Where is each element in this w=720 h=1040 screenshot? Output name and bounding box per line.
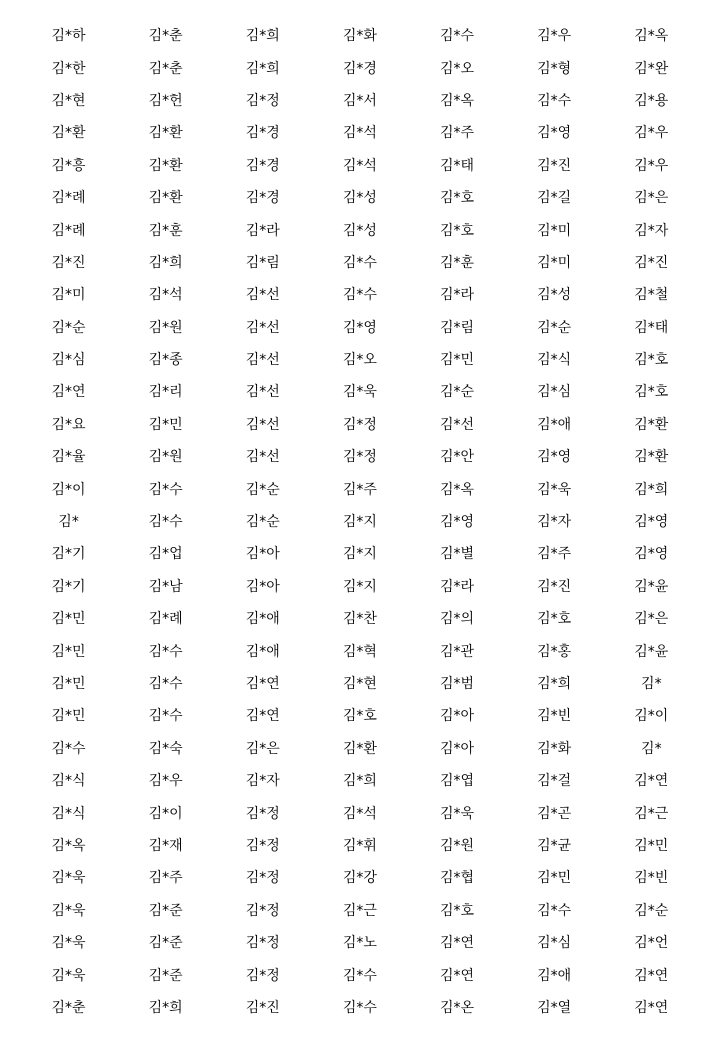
name-cell: 김*이 bbox=[148, 805, 183, 822]
name-cell: 김*경 bbox=[342, 60, 377, 77]
name-cell: 김*순 bbox=[245, 481, 280, 498]
name-cell: 김*석 bbox=[148, 287, 183, 304]
name-cell: 김*훈 bbox=[148, 222, 183, 239]
name-cell: 김*환 bbox=[148, 190, 183, 207]
name-cell: 김*호 bbox=[537, 611, 572, 628]
name-cell: 김*림 bbox=[440, 319, 475, 336]
name-cell: 김*리 bbox=[148, 384, 183, 401]
name-cell: 김*민 bbox=[537, 870, 572, 887]
name-cell: 김*희 bbox=[537, 676, 572, 692]
name-cell: 김*연 bbox=[245, 708, 280, 725]
name-cell: 김*환 bbox=[342, 740, 377, 757]
name-cell: 김*식 bbox=[537, 352, 572, 369]
name-cell: 김*우 bbox=[634, 125, 669, 142]
name-cell: 김*경 bbox=[245, 157, 280, 174]
name-cell: 김*근 bbox=[342, 902, 377, 919]
name-cell: 김*은 bbox=[634, 190, 669, 207]
name-cell: 김*원 bbox=[440, 837, 475, 854]
name-cell: 김*남 bbox=[148, 578, 183, 595]
name-cell: 김*주 bbox=[342, 481, 377, 498]
name-cell: 김*지 bbox=[342, 578, 377, 595]
name-cell: 김*민 bbox=[51, 611, 86, 628]
name-cell: 김*진 bbox=[537, 578, 572, 595]
name-cell: 김*호 bbox=[440, 190, 475, 207]
name-cell: 김*정 bbox=[245, 967, 280, 984]
name-cell: 김*경 bbox=[245, 125, 280, 142]
name-cell: 김*준 bbox=[148, 967, 183, 984]
name-cell: 김*수 bbox=[148, 481, 183, 498]
name-cell: 김*선 bbox=[245, 287, 280, 304]
name-cell: 김*형 bbox=[537, 60, 572, 77]
name-cell: 김*영 bbox=[342, 319, 377, 336]
name-cell: 김*석 bbox=[342, 125, 377, 142]
name-cell: 김*길 bbox=[537, 190, 572, 207]
name-cell: 김*심 bbox=[537, 935, 572, 952]
name-cell: 김*아 bbox=[245, 578, 280, 595]
name-cell: 김*옥 bbox=[51, 837, 86, 854]
name-cell: 김*정 bbox=[245, 902, 280, 919]
name-cell: 김*현 bbox=[342, 676, 377, 692]
name-cell: 김*자 bbox=[245, 773, 280, 790]
name-cell: 김*열 bbox=[537, 999, 572, 1016]
name-cell: 김*진 bbox=[537, 157, 572, 174]
name-cell: 김*범 bbox=[440, 676, 475, 692]
name-cell: 김*휘 bbox=[342, 837, 377, 854]
name-cell: 김*선 bbox=[245, 416, 280, 433]
name-cell: 김*희 bbox=[245, 60, 280, 77]
name-cell: 김*환 bbox=[51, 125, 86, 142]
name-cell: 김*선 bbox=[245, 319, 280, 336]
name-cell: 김*윤 bbox=[634, 643, 669, 660]
name-cell: 김*애 bbox=[537, 416, 572, 433]
name-cell: 김*훈 bbox=[440, 254, 475, 271]
name-cell: 김*희 bbox=[148, 254, 183, 271]
name-cell: 김*호 bbox=[440, 902, 475, 919]
name-cell: 김*수 bbox=[440, 28, 475, 45]
name-cell: 김*원 bbox=[148, 449, 183, 466]
name-cell: 김*헌 bbox=[148, 92, 183, 109]
name-cell: 김*성 bbox=[537, 287, 572, 304]
name-cell: 김*정 bbox=[245, 837, 280, 854]
name-cell: 김*욱 bbox=[51, 902, 86, 919]
name-cell: 김*희 bbox=[148, 999, 183, 1016]
name-cell: 김*호 bbox=[634, 384, 669, 401]
name-cell: 김*은 bbox=[634, 611, 669, 628]
name-cell: 김*업 bbox=[148, 546, 183, 563]
name-cell: 김*림 bbox=[245, 254, 280, 271]
name-cell: 김*순 bbox=[634, 902, 669, 919]
name-cell: 김*순 bbox=[440, 384, 475, 401]
name-cell: 김*연 bbox=[440, 935, 475, 952]
name-cell: 김*연 bbox=[51, 384, 86, 401]
name-cell: 김*주 bbox=[537, 546, 572, 563]
name-cell: 김*미 bbox=[537, 254, 572, 271]
name-cell: 김*희 bbox=[634, 481, 669, 498]
name-cell: 김*정 bbox=[245, 870, 280, 887]
name-cell: 김*수 bbox=[537, 92, 572, 109]
name-cell: 김*주 bbox=[440, 125, 475, 142]
name-cell: 김*석 bbox=[342, 805, 377, 822]
name-cell: 김*노 bbox=[342, 935, 377, 952]
name-cell: 김*선 bbox=[245, 384, 280, 401]
name-grid bbox=[20, 19, 700, 1023]
name-cell: 김*재 bbox=[148, 837, 183, 854]
name-cell: 김*영 bbox=[440, 514, 475, 531]
name-cell: 김*욱 bbox=[342, 384, 377, 401]
name-cell: 김*례 bbox=[51, 190, 86, 207]
name-cell: 김*영 bbox=[634, 546, 669, 563]
name-cell: 김*수 bbox=[537, 902, 572, 919]
name-cell: 김*희 bbox=[245, 28, 280, 45]
name-cell: 김*정 bbox=[245, 92, 280, 109]
name-cell: 김*우 bbox=[634, 157, 669, 174]
name-cell: 김*연 bbox=[440, 967, 475, 984]
name-cell: 김*숙 bbox=[148, 740, 183, 757]
name-cell: 김*순 bbox=[51, 319, 86, 336]
name-cell: 김*경 bbox=[245, 190, 280, 207]
name-cell: 김*선 bbox=[245, 449, 280, 466]
name-cell: 김*성 bbox=[342, 190, 377, 207]
name-cell: 김*오 bbox=[440, 60, 475, 77]
name-cell: 김*정 bbox=[342, 449, 377, 466]
name-cell: 김*정 bbox=[245, 805, 280, 822]
name-cell: 김*라 bbox=[440, 578, 475, 595]
name-cell: 김*애 bbox=[245, 611, 280, 628]
name-cell: 김*지 bbox=[342, 514, 377, 531]
name-cell: 김*아 bbox=[440, 740, 475, 757]
name-cell: 김*빈 bbox=[537, 708, 572, 725]
name-cell: 김*희 bbox=[342, 773, 377, 790]
name-cell: 김*안 bbox=[440, 449, 475, 466]
name-cell: 김*식 bbox=[51, 773, 86, 790]
name-cell: 김*은 bbox=[245, 740, 280, 757]
name-cell: 김*춘 bbox=[148, 60, 183, 77]
name-cell: 김*환 bbox=[634, 449, 669, 466]
name-cell: 김*석 bbox=[342, 157, 377, 174]
name-cell: 김*민 bbox=[51, 676, 86, 692]
name-cell: 김*진 bbox=[245, 999, 280, 1016]
name-cell: 김*성 bbox=[342, 222, 377, 239]
name-cell: 김*우 bbox=[148, 773, 183, 790]
name-cell: 김*완 bbox=[634, 60, 669, 77]
name-cell: 김*기 bbox=[51, 546, 86, 563]
name-cell: 김*선 bbox=[245, 352, 280, 369]
name-cell: 김*호 bbox=[440, 222, 475, 239]
name-cell: 김*춘 bbox=[148, 28, 183, 45]
name-cell: 김*옥 bbox=[440, 481, 475, 498]
name-cell: 김*순 bbox=[537, 319, 572, 336]
name-cell: 김*례 bbox=[51, 222, 86, 239]
name-cell: 김*욱 bbox=[51, 870, 86, 887]
name-cell: 김*아 bbox=[245, 546, 280, 563]
name-cell: 김*심 bbox=[537, 384, 572, 401]
name-cell: 김*욱 bbox=[51, 935, 86, 952]
name-cell: 김*준 bbox=[148, 935, 183, 952]
name-cell: 김*언 bbox=[634, 935, 669, 952]
name-cell: 김*이 bbox=[51, 481, 86, 498]
name-cell: 김*수 bbox=[148, 676, 183, 692]
name-cell: 김* bbox=[58, 514, 79, 531]
name-cell: 김*서 bbox=[342, 92, 377, 109]
name-cell: 김*호 bbox=[634, 352, 669, 369]
name-cell: 김*식 bbox=[51, 805, 86, 822]
name-cell: 김*용 bbox=[634, 92, 669, 109]
name-cell: 김*엽 bbox=[440, 773, 475, 790]
name-cell: 김*현 bbox=[51, 92, 86, 109]
name-cell: 김*영 bbox=[634, 514, 669, 531]
name-cell: 김*영 bbox=[537, 125, 572, 142]
name-cell: 김*민 bbox=[148, 416, 183, 433]
name-cell: 김*이 bbox=[634, 708, 669, 725]
name-cell: 김*라 bbox=[245, 222, 280, 239]
name-cell: 김*미 bbox=[51, 287, 86, 304]
name-cell: 김*혁 bbox=[342, 643, 377, 660]
name-cell: 김*종 bbox=[148, 352, 183, 369]
name-cell: 김*수 bbox=[148, 514, 183, 531]
name-cell: 김*곤 bbox=[537, 805, 572, 822]
name-cell: 김*진 bbox=[51, 254, 86, 271]
name-cell: 김*환 bbox=[148, 157, 183, 174]
name-cell: 김*협 bbox=[440, 870, 475, 887]
name-cell: 김*옥 bbox=[440, 92, 475, 109]
name-cell: 김*수 bbox=[342, 254, 377, 271]
name-cell: 김*관 bbox=[440, 643, 475, 660]
name-cell: 김*찬 bbox=[342, 611, 377, 628]
name-cell: 김*근 bbox=[634, 805, 669, 822]
name-cell: 김*민 bbox=[440, 352, 475, 369]
name-cell: 김*심 bbox=[51, 352, 86, 369]
name-cell: 김*호 bbox=[342, 708, 377, 725]
name-cell: 김*수 bbox=[342, 287, 377, 304]
name-cell: 김*기 bbox=[51, 578, 86, 595]
name-cell: 김*정 bbox=[342, 416, 377, 433]
name-cell: 김*애 bbox=[537, 967, 572, 984]
name-cell: 김* bbox=[641, 676, 662, 692]
name-cell: 김*연 bbox=[634, 967, 669, 984]
name-cell: 김*연 bbox=[634, 773, 669, 790]
name-cell: 김*미 bbox=[537, 222, 572, 239]
name-cell: 김*환 bbox=[634, 416, 669, 433]
name-cell: 김*흥 bbox=[51, 157, 86, 174]
name-cell: 김*라 bbox=[440, 287, 475, 304]
name-cell: 김*지 bbox=[342, 546, 377, 563]
name-cell: 김*율 bbox=[51, 449, 86, 466]
name-cell: 김*선 bbox=[440, 416, 475, 433]
name-cell: 김*정 bbox=[245, 935, 280, 952]
name-cell: 김*균 bbox=[537, 837, 572, 854]
name-cell: 김*옥 bbox=[634, 28, 669, 45]
name-cell: 김*민 bbox=[51, 708, 86, 725]
name-cell: 김*수 bbox=[51, 740, 86, 757]
name-cell: 김*욱 bbox=[537, 481, 572, 498]
name-cell: 김*화 bbox=[537, 740, 572, 757]
name-cell: 김*연 bbox=[245, 676, 280, 692]
name-cell: 김*아 bbox=[440, 708, 475, 725]
name-cell: 김*연 bbox=[634, 999, 669, 1016]
name-cell: 김*민 bbox=[51, 643, 86, 660]
name-cell: 김*수 bbox=[342, 999, 377, 1016]
name-cell: 김*태 bbox=[634, 319, 669, 336]
name-cell: 김*별 bbox=[440, 546, 475, 563]
name-cell: 김* bbox=[641, 740, 662, 757]
name-cell: 김*우 bbox=[537, 28, 572, 45]
name-cell: 김*애 bbox=[245, 643, 280, 660]
name-cell: 김*온 bbox=[440, 999, 475, 1016]
name-cell: 김*걸 bbox=[537, 773, 572, 790]
name-cell: 김*욱 bbox=[51, 967, 86, 984]
name-cell: 김*자 bbox=[634, 222, 669, 239]
name-cell: 김*영 bbox=[537, 449, 572, 466]
name-cell: 김*수 bbox=[342, 967, 377, 984]
name-cell: 김*춘 bbox=[51, 999, 86, 1016]
name-cell: 김*하 bbox=[51, 28, 86, 45]
name-cell: 김*진 bbox=[634, 254, 669, 271]
name-cell: 김*홍 bbox=[537, 643, 572, 660]
name-cell: 김*준 bbox=[148, 902, 183, 919]
name-cell: 김*요 bbox=[51, 416, 86, 433]
name-cell: 김*주 bbox=[148, 870, 183, 887]
name-cell: 김*한 bbox=[51, 60, 86, 77]
name-cell: 김*윤 bbox=[634, 578, 669, 595]
name-cell: 김*자 bbox=[537, 514, 572, 531]
name-cell: 김*태 bbox=[440, 157, 475, 174]
name-cell: 김*강 bbox=[342, 870, 377, 887]
name-cell: 김*의 bbox=[440, 611, 475, 628]
name-cell: 김*빈 bbox=[634, 870, 669, 887]
name-cell: 김*환 bbox=[148, 125, 183, 142]
name-cell: 김*례 bbox=[148, 611, 183, 628]
name-cell: 김*철 bbox=[634, 287, 669, 304]
name-cell: 김*수 bbox=[148, 643, 183, 660]
name-cell: 김*오 bbox=[342, 352, 377, 369]
name-cell: 김*욱 bbox=[440, 805, 475, 822]
name-cell: 김*원 bbox=[148, 319, 183, 336]
name-cell: 김*수 bbox=[148, 708, 183, 725]
name-cell: 김*화 bbox=[342, 28, 377, 45]
name-cell: 김*민 bbox=[634, 837, 669, 854]
name-cell: 김*순 bbox=[245, 514, 280, 531]
